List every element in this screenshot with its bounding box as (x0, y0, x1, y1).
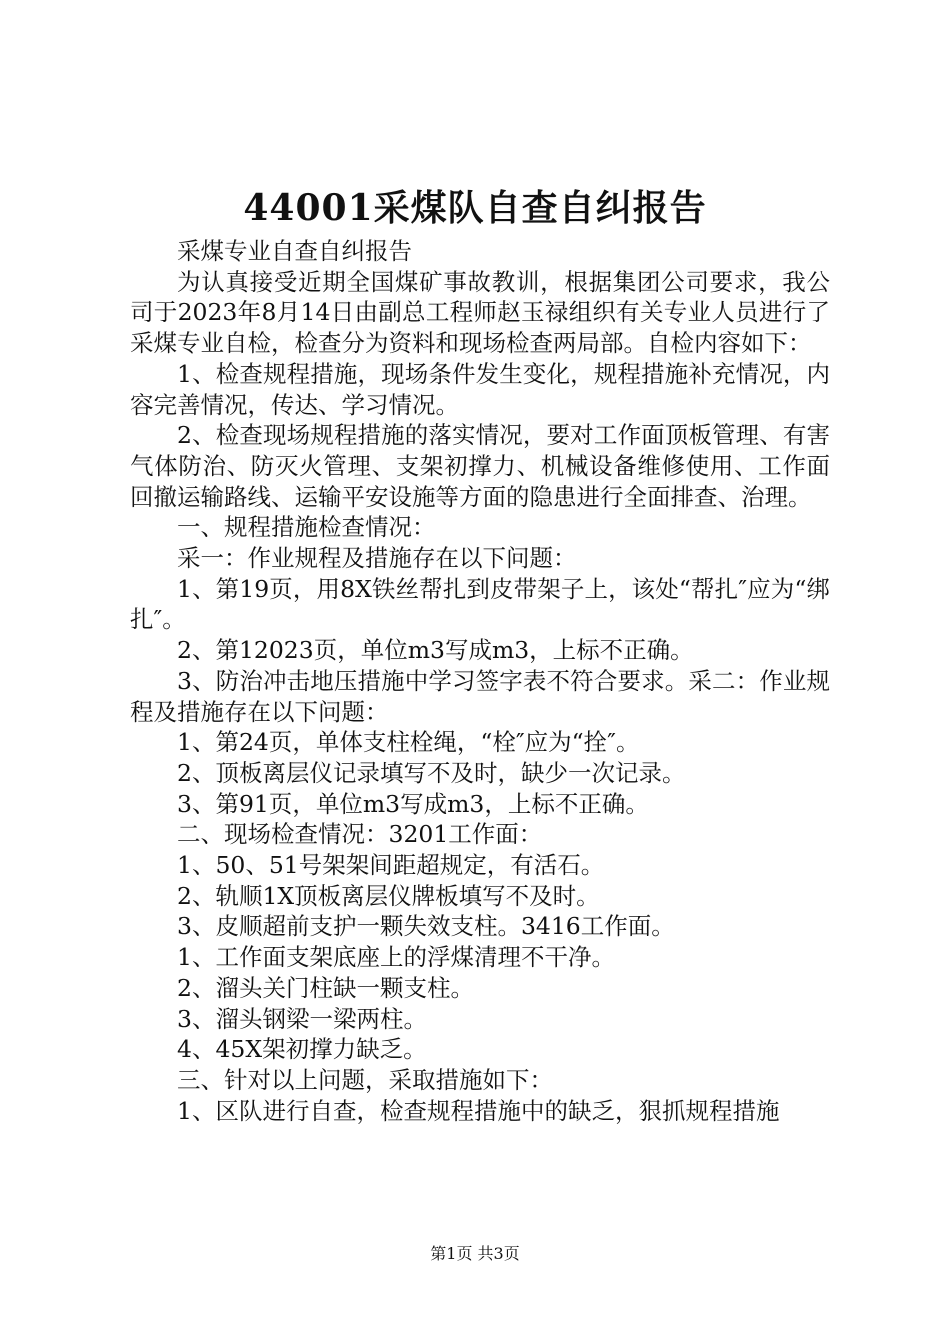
list-item: 2、轨顺1X顶板离层仪牌板填写不及时。 (177, 881, 600, 910)
list-item: 3、溜头钢梁一梁两柱。 (177, 1004, 427, 1033)
document-title: 44001采煤队自查自纠报告 (243, 187, 707, 229)
document-body (130, 236, 830, 1126)
section-heading: 一、规程措施检查情况： (177, 513, 436, 542)
list-item: 2、溜头关门柱缺一颗支柱。 (177, 973, 474, 1002)
paragraph: 1、检查规程措施，现场条件发生变化，规程措施补充情况，内容完善情况，传达、学习情况。 (130, 359, 830, 419)
paragraph: 采一：作业规程及措施存在以下问题： (177, 544, 577, 573)
paragraph: 为认真接受近期全国煤矿事故教训，根据集团公司要求，我公司于2023年8月14日由副总工程师赵玉禄组织有关专业人员进行了采煤专业自检，检查分为资料和现场检查两局部。自检内容如下： (130, 267, 830, 358)
list-item: 1、第24页，单体支柱栓绳，“栓″应为“拴″。 (177, 728, 640, 757)
list-item: 2、顶板离层仪记录填写不及时，缺少一次记录。 (177, 758, 686, 787)
list-item: 1、工作面支架底座上的浮煤清理不干净。 (177, 943, 615, 972)
section-heading: 三、针对以上问题，采取措施如下： (177, 1065, 553, 1094)
paragraph: 采煤专业自查自纠报告 (177, 237, 412, 265)
page-footer: 第1页 共3页 (430, 1244, 520, 1263)
list-item: 3、第91页，单位m3写成m3，上标不正确。 (177, 789, 649, 818)
list-item: 2、第12023页，单位m3写成m3，上标不正确。 (177, 636, 694, 665)
paragraph: 2、检查现场规程措施的落实情况，要对工作面顶板管理、有害气体防治、防灭火管理、支架初撑力、机械设备维修使用、工作面回撤运输路线、运输平安设施等方面的隐患进行全面排查、治理。 (130, 421, 830, 511)
list-item: 1、50、51号架架间距超规定，有活石。 (177, 851, 605, 880)
list-item: 3、防治冲击地压措施中学习签字表不符合要求。采二：作业规程及措施存在以下问题： (130, 666, 830, 726)
list-item: 3、皮顺超前支护一颗失效支柱。3416工作面。 (177, 912, 675, 941)
list-item: 1、第19页，用8X铁丝帮扎到皮带架子上，该处“帮扎″应为“绑扎″。 (130, 574, 830, 634)
section-heading: 二、现场检查情况：3201工作面： (177, 820, 543, 849)
list-item: 4、45X架初撑力缺乏。 (177, 1035, 427, 1064)
list-item: 1、区队进行自查，检查规程措施中的缺乏，狠抓规程措施 (177, 1096, 780, 1125)
